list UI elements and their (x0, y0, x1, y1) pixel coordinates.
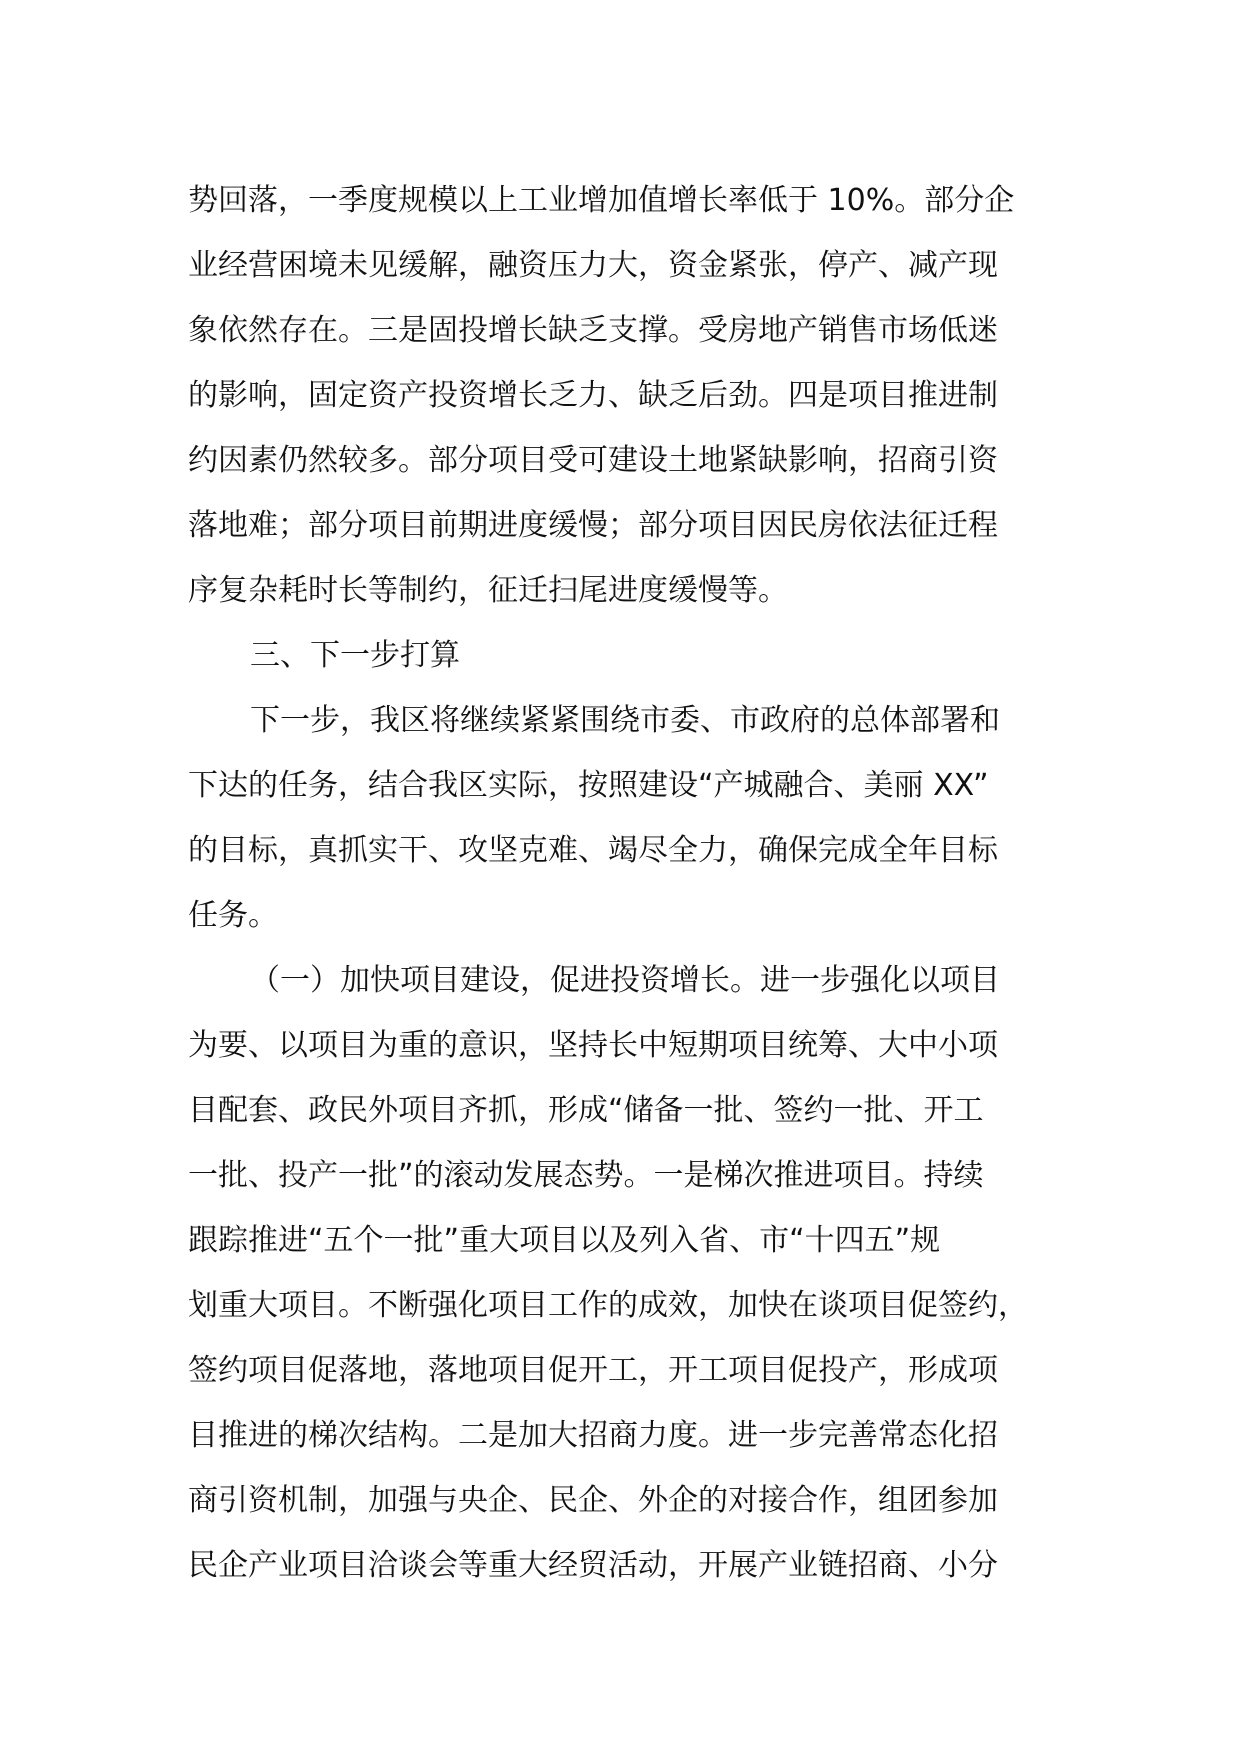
paragraph-project-construction (188, 948, 1068, 1598)
text-line: 落地难；部分项目前期进度缓慢；部分项目因民房依法征迁程 (188, 508, 998, 543)
text-line: （一）加快项目建设，促进投资增长。进一步强化以项目 (250, 963, 1000, 998)
text-line: 下达的任务，结合我区实际，按照建设“产城融合、美丽 XX” (188, 768, 989, 803)
text-line: 的目标，真抓实干、攻坚克难、竭尽全力，确保完成全年目标 (188, 833, 998, 868)
text-line: 划重大项目。不断强化项目工作的成效，加快在谈项目促签约， (188, 1288, 1028, 1323)
document-body (188, 168, 1068, 1598)
text-line: 目配套、政民外项目齐抓，形成“储备一批、签约一批、开工 (188, 1093, 984, 1128)
text-line: 一批、投产一批”的滚动发展态势。一是梯次推进项目。持续 (188, 1158, 984, 1193)
text-line: 的影响，固定资产投资增长乏力、缺乏后劲。四是项目推进制 (188, 378, 998, 413)
text-line: 势回落，一季度规模以上工业增加值增长率低于 10%。部分企 (188, 183, 1015, 218)
section-heading (188, 623, 1068, 688)
text-line: 商引资机制，加强与央企、民企、外企的对接合作，组团参加 (188, 1483, 998, 1518)
section-heading-text: 三、下一步打算 (250, 638, 460, 673)
text-line: 业经营困境未见缓解，融资压力大，资金紧张，停产、减产现 (188, 248, 998, 283)
text-line: 签约项目促落地，落地项目促开工，开工项目促投产，形成项 (188, 1353, 998, 1388)
text-line: 约因素仍然较多。部分项目受可建设土地紧缺影响，招商引资 (188, 443, 998, 478)
text-line: 下一步，我区将继续紧紧围绕市委、市政府的总体部署和 (250, 703, 1000, 738)
text-line: 序复杂耗时长等制约，征迁扫尾进度缓慢等。 (188, 573, 788, 608)
text-line: 目推进的梯次结构。二是加大招商力度。进一步完善常态化招 (188, 1418, 998, 1453)
text-line: 跟踪推进“五个一批”重大项目以及列入省、市“十四五”规 (188, 1223, 941, 1258)
text-line: 为要、以项目为重的意识，坚持长中短期项目统筹、大中小项 (188, 1028, 998, 1063)
text-line: 民企产业项目洽谈会等重大经贸活动，开展产业链招商、小分 (188, 1548, 998, 1583)
text-line: 任务。 (188, 898, 278, 933)
paragraph-challenges-continued (188, 168, 1068, 623)
text-line: 象依然存在。三是固投增长缺乏支撑。受房地产销售市场低迷 (188, 313, 998, 348)
paragraph-next-steps-intro (188, 688, 1068, 948)
